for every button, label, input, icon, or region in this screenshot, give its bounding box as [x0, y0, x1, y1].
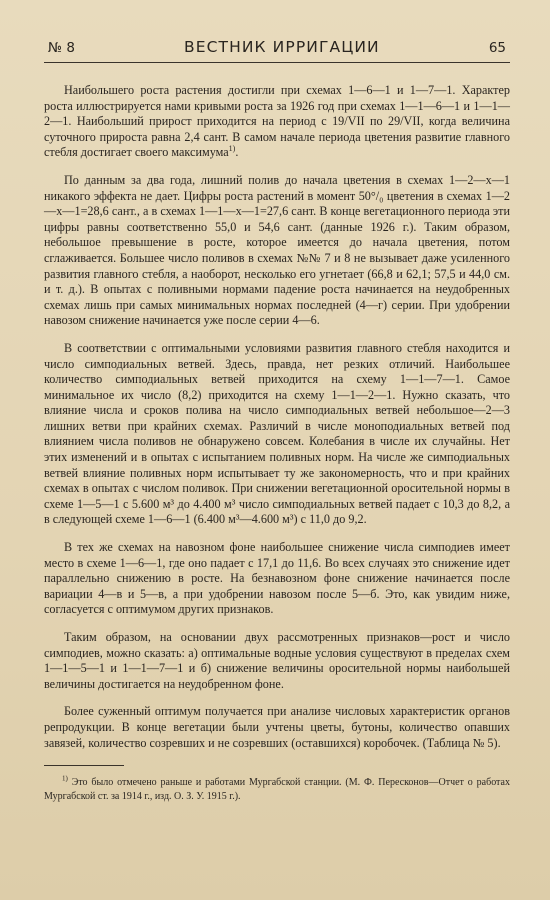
- footnote-divider: [44, 765, 124, 766]
- page-number: 65: [488, 40, 506, 56]
- paragraph: Более суженный оптимум получается при анализе числовых характеристик органов репродукции. В конце вегетации были учтены цветы, бутоны, количество опавших завязей, количество созревших и не созревших (оставшихся) коробочек. (Таблица № 5).: [44, 704, 510, 750]
- paragraph: В соответствии с оптимальными условиями развития главного стебля находится и число симподиальных ветвей. Здесь, правда, нет резких отличий. Наибольшее количество симподиальных ветвей приходится на схему 1—1—7—1. Самое минимальное их число (8,2) приходится на схему 1—1—2—1. Нужно сказать, что влияние числа и сроков полива на число симподиальных ветвей небольшое—2—3 лишних ветви при крайних схемах. Различий в числе моноподиальных ветвей под влиянием числа поливов не обнаружено совсем. Колебания в числе их случайны. Нет этих изменений и в опытах с испытанием поливных норм. На числе же симподиальных ветвей влияние поливных норм испытывает ту же закономерность, что и при крайних схемах в опытах с числом поливок. При снижении вегетационной оросительной нормы в схеме 1—5—1 с 5.600 м³ до 4.400 м³ число симподиальных ветвей падает с 10,3 до 8,2, а в следующей схеме 1—6—1 (6.400 м³—4.600 м³) с 11,0 до 9,2.: [44, 340, 510, 527]
- page-header: [44, 38, 510, 63]
- article-body: [44, 83, 510, 751]
- paragraph: Таким образом, на основании двух рассмотренных признаков—рост и число симподиев, можно сказать: а) оптимальные водные условия существуют в пределах схем 1—1—5—1 и 1—1—7—1 и б) снижение величины оросительной нормы наибольшей величины достигается на неудобренном фоне.: [44, 630, 510, 691]
- paragraph: По данным за два года, лишний полив до начала цветения в схемах 1—2—х—1 никакого эффекта не дает. Цифры роста растений в момент 50°/₀ цветения в схемах 1—2—х—1=28,6 сант., а в схемах 1—1—х—1=27,6 сант. В конце вегетационного периода эти цифры равны соответственно 55,0 и 54,6 сант. (данные 1926 г.). Таким образом, небольшое превышение в росте, которое имеется до начала цветения, потом сглаживается. Большее число поливов в схемах №№ 7 и 8 не вызывает даже усиленного развития главного стебля, а наоборот, несколько его угнетает (66,8 и 62,1; 57,5 и 44,0 см. и т. д.). В опытах с поливными нормами падение роста начинается на неудобренных схемах лишь при самых минимальных нормах последней (4—г) серии. При удобрении навозом снижение начинается уже после серии 4—6.: [44, 172, 510, 328]
- footnote-ref: 1): [228, 144, 236, 154]
- journal-title: ВЕСТНИК ИРРИГАЦИИ: [183, 38, 380, 56]
- paragraph: В тех же схемах на навозном фоне наибольшее снижение числа симподиев имеет место в схеме 1—6—1, где оно падает с 17,1 до 11,6. Во всех случаях это снижение идет параллельно снижению в росте. На безнавозном фоне снижение начинается после вариации 4—в и 5—в, а при удобрении навозом после 5—б. Это, как увидим ниже, согласуется с оптимумом других признаков.: [44, 540, 510, 617]
- issue-number: № 8: [48, 40, 75, 56]
- paragraph: Наибольшего роста растения достигли при схемах 1—6—1 и 1—7—1. Характер роста иллюстрируется нами кривыми роста за 1926 год при схемах 1—1—6—1 и 1—1—2—1. Наибольший прирост приходится на период с 19/VII по 29/VII, когда величина суточного прироста равна 2,4 сант. В самом начале периода цветения развитие главного стебля достигает своего максимума$^{1)}$.: [44, 83, 510, 160]
- footnote: [44, 776, 510, 804]
- footnote-mark: 1): [62, 774, 68, 783]
- footnote-text: Это было отмечено раньше и работами Мургабской станции. (М. Ф. Пересконов—Отчет о работах Мургабской ст. за 1914 г., изд. О. З. У. 1915 г.).: [44, 777, 510, 803]
